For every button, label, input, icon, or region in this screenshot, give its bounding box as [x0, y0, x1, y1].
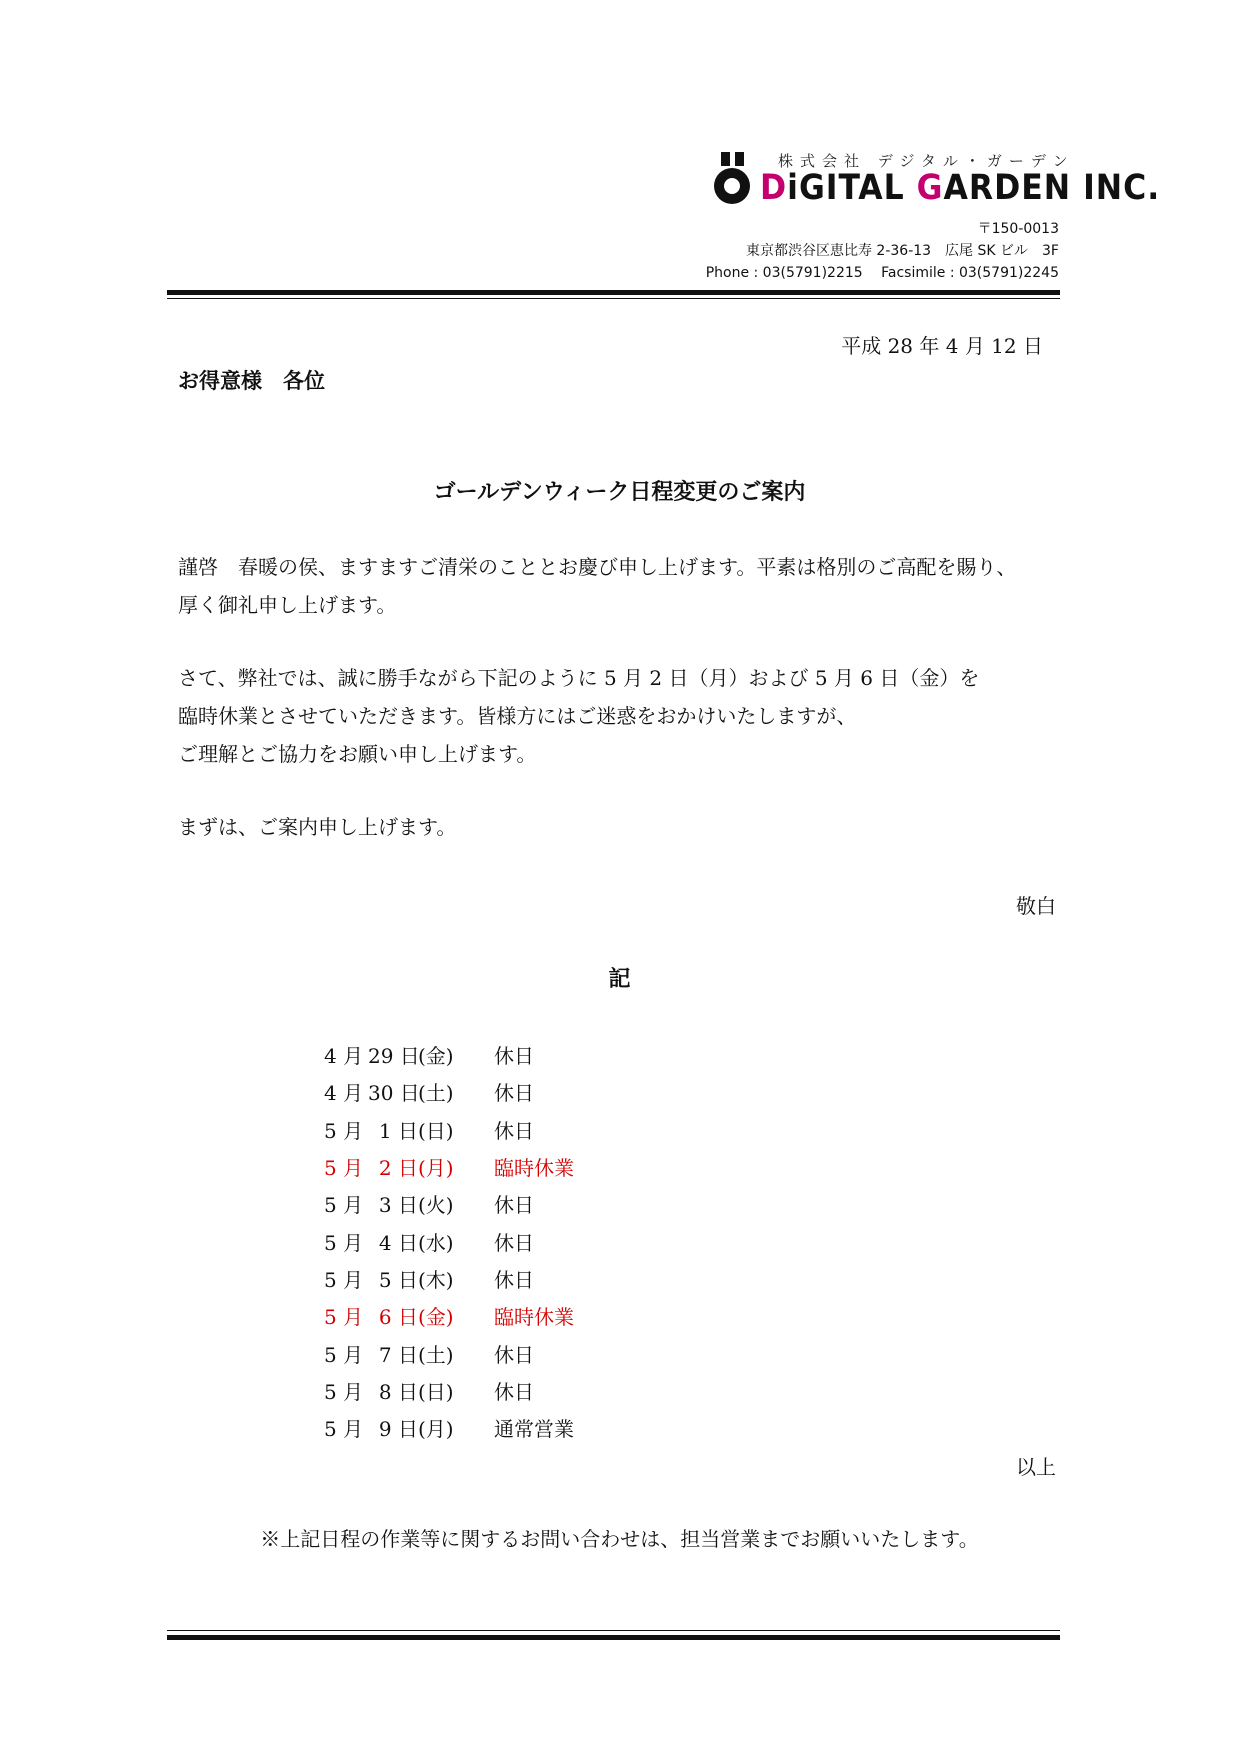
schedule-day: 8 日: [378, 1379, 418, 1404]
schedule-month: 5 月: [324, 1305, 364, 1330]
schedule-status: 休日: [494, 1267, 534, 1292]
greeting-paragraph: [178, 548, 1078, 624]
closing-line: まずは、ご案内申し上げます。: [178, 815, 457, 839]
logo-part-2: ARDEN INC.: [943, 168, 1161, 208]
footer-rule-thin: [167, 1630, 1060, 1631]
schedule-row: [324, 1036, 574, 1073]
schedule-month: 5 月: [324, 1379, 364, 1404]
company-phone: Phone : 03(5791)2215 Facsimile : 03(5791)2245: [705, 265, 1059, 281]
logo-company-jp: 株式会社 デジタル・ガーデン: [778, 152, 1075, 170]
schedule-row: [324, 1222, 574, 1259]
schedule-month: 4 月: [324, 1044, 364, 1069]
header-rule-thick: [167, 290, 1060, 295]
schedule-month: 5 月: [324, 1230, 364, 1255]
closing-paragraph: [178, 808, 1078, 846]
schedule-day: 4 日: [378, 1230, 418, 1255]
schedule-row: [324, 1372, 574, 1409]
logo-accent-d: D: [760, 168, 788, 208]
schedule-weekday: (月): [418, 1417, 454, 1442]
greeting-line-1: 謹啓 春暖の侯、ますますご清栄のこととお慶び申し上げます。平素は格別のご高配を賜り、: [178, 555, 1017, 579]
end-mark: 以上: [1016, 1455, 1056, 1479]
company-logo: [710, 150, 1161, 210]
schedule-day: 30 日: [368, 1081, 420, 1106]
schedule-weekday: (日): [418, 1379, 454, 1404]
schedule-status: 休日: [494, 1118, 534, 1143]
schedule-weekday: (水): [418, 1230, 454, 1255]
inquiry-note: ※上記日程の作業等に関するお問い合わせは、担当営業までお願いいたします。: [260, 1527, 979, 1551]
schedule-row: [324, 1409, 574, 1446]
letter-date: 平成 28 年 4 月 12 日: [841, 334, 1043, 358]
notice-line-1: さて、弊社では、誠に勝手ながら下記のように 5 月 2 日（月）および 5 月 6 日（金）を: [178, 666, 980, 690]
schedule-month: 5 月: [324, 1267, 364, 1292]
schedule-list: [324, 1036, 574, 1446]
greeting-line-2: 厚く御礼申し上げます。: [178, 593, 397, 617]
schedule-weekday: (金): [418, 1305, 454, 1330]
header-rule-thin: [167, 298, 1060, 299]
addressee: お得意様 各位: [178, 369, 325, 393]
schedule-weekday: (日): [418, 1118, 454, 1143]
schedule-day: 29 日: [368, 1044, 420, 1069]
schedule-row: [324, 1185, 574, 1222]
schedule-status: 休日: [494, 1044, 534, 1069]
closing-word: 敬白: [1016, 894, 1056, 918]
schedule-status: 休日: [494, 1081, 534, 1106]
schedule-status: 臨時休業: [494, 1156, 574, 1181]
notice-line-3: ご理解とご協力をお願い申し上げます。: [178, 742, 537, 766]
postal-code: 〒150-0013: [977, 221, 1059, 237]
schedule-day: 2 日: [378, 1156, 418, 1181]
schedule-row: [324, 1148, 574, 1185]
schedule-weekday: (火): [418, 1193, 454, 1218]
schedule-day: 5 日: [378, 1267, 418, 1292]
schedule-status: 休日: [494, 1193, 534, 1218]
schedule-status: 休日: [494, 1379, 534, 1404]
logo-accent-g: G: [916, 168, 944, 208]
schedule-status: 臨時休業: [494, 1305, 574, 1330]
logo-lamp-icon: [710, 152, 754, 204]
schedule-weekday: (金): [418, 1044, 454, 1069]
schedule-status: 休日: [494, 1342, 534, 1367]
schedule-day: 3 日: [378, 1193, 418, 1218]
schedule-day: 6 日: [378, 1305, 418, 1330]
schedule-day: 9 日: [378, 1417, 418, 1442]
schedule-month: 4 月: [324, 1081, 364, 1106]
schedule-weekday: (木): [418, 1267, 454, 1292]
schedule-status: 通常営業: [494, 1417, 574, 1442]
notice-line-2: 臨時休業とさせていただきます。皆様方にはご迷惑をおかけいたしますが、: [178, 704, 857, 728]
logo-company-en: [760, 168, 1160, 208]
schedule-day: 7 日: [378, 1342, 418, 1367]
schedule-month: 5 月: [324, 1118, 364, 1143]
schedule-weekday: (月): [418, 1156, 454, 1181]
schedule-weekday: (土): [418, 1342, 454, 1367]
schedule-row: [324, 1073, 574, 1110]
schedule-month: 5 月: [324, 1193, 364, 1218]
company-address: 東京都渋谷区恵比寿 2-36-13 広尾 SK ビル 3F: [745, 243, 1059, 259]
footer-rule-thick: [167, 1635, 1060, 1640]
schedule-month: 5 月: [324, 1417, 364, 1442]
schedule-month: 5 月: [324, 1156, 364, 1181]
schedule-weekday: (土): [418, 1081, 454, 1106]
schedule-row: [324, 1111, 574, 1148]
logo-part-1: iGITAL: [787, 168, 917, 208]
schedule-row: [324, 1297, 574, 1334]
letter-title: ゴールデンウィーク日程変更のご案内: [433, 480, 806, 505]
schedule-month: 5 月: [324, 1342, 364, 1367]
schedule-day: 1 日: [378, 1118, 418, 1143]
ki-heading: 記: [608, 967, 631, 992]
notice-paragraph: [178, 659, 1078, 773]
schedule-row: [324, 1260, 574, 1297]
schedule-row: [324, 1334, 574, 1371]
schedule-status: 休日: [494, 1230, 534, 1255]
